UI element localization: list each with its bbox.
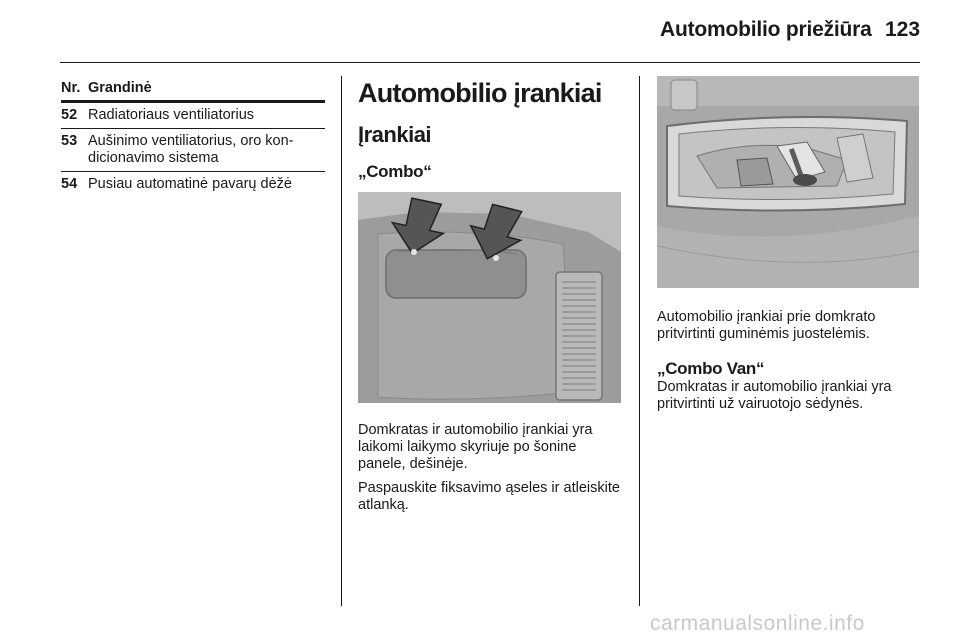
fuse-table-header	[61, 80, 325, 103]
column-header-circuit: Grandinė	[88, 80, 152, 96]
fuse-circuit: Aušinimo ventiliatorius, oro kon-dicionavimo sistema	[88, 133, 294, 166]
fuse-number: 54	[61, 176, 78, 192]
combo-van-title: „Combo Van“	[657, 359, 765, 378]
section-subtitle: Įrankiai	[358, 122, 432, 147]
fuse-number: 52	[61, 107, 78, 123]
combo-van-description: Domkratas ir automobilio įrankiai yra pritvirtinti už vairuotojo sėdynės.	[657, 379, 892, 412]
column-divider-left	[341, 76, 342, 606]
combo-description: Domkratas ir automobilio įrankiai yra laikomi laikymo skyriuje po šonine panele, dešinėje.	[358, 422, 593, 472]
jack-tools-caption: Automobilio įrankiai prie domkrato pritvirtinti guminėmis juostelėmis.	[657, 309, 876, 342]
combo-title: „Combo“	[358, 162, 432, 181]
table-row	[61, 172, 325, 197]
table-row	[61, 129, 325, 172]
fuse-number: 53	[61, 133, 78, 149]
table-row	[61, 103, 325, 129]
column-divider-right	[639, 76, 640, 606]
watermark: carmanualsonline.info	[650, 612, 865, 635]
storage-compartment-illustration	[358, 192, 621, 403]
fuse-circuit: Radiatoriaus ventiliatorius	[88, 107, 255, 123]
page-number: 123	[885, 18, 921, 41]
column-middle	[358, 78, 623, 514]
fuse-table	[61, 80, 325, 197]
jack-tools-illustration	[657, 76, 919, 288]
combo-instruction: Paspauskite fiksavimo ąseles ir atleiskite atlanką.	[358, 480, 620, 513]
column-header-nr: Nr.	[61, 80, 81, 96]
column-right	[657, 76, 919, 413]
page-header-title: Automobilio priežiūra	[660, 18, 872, 41]
header-rule	[60, 62, 920, 63]
fuse-circuit: Pusiau automatinė pavarų dėžė	[88, 176, 292, 192]
section-title: Automobilio įrankiai	[358, 78, 602, 108]
